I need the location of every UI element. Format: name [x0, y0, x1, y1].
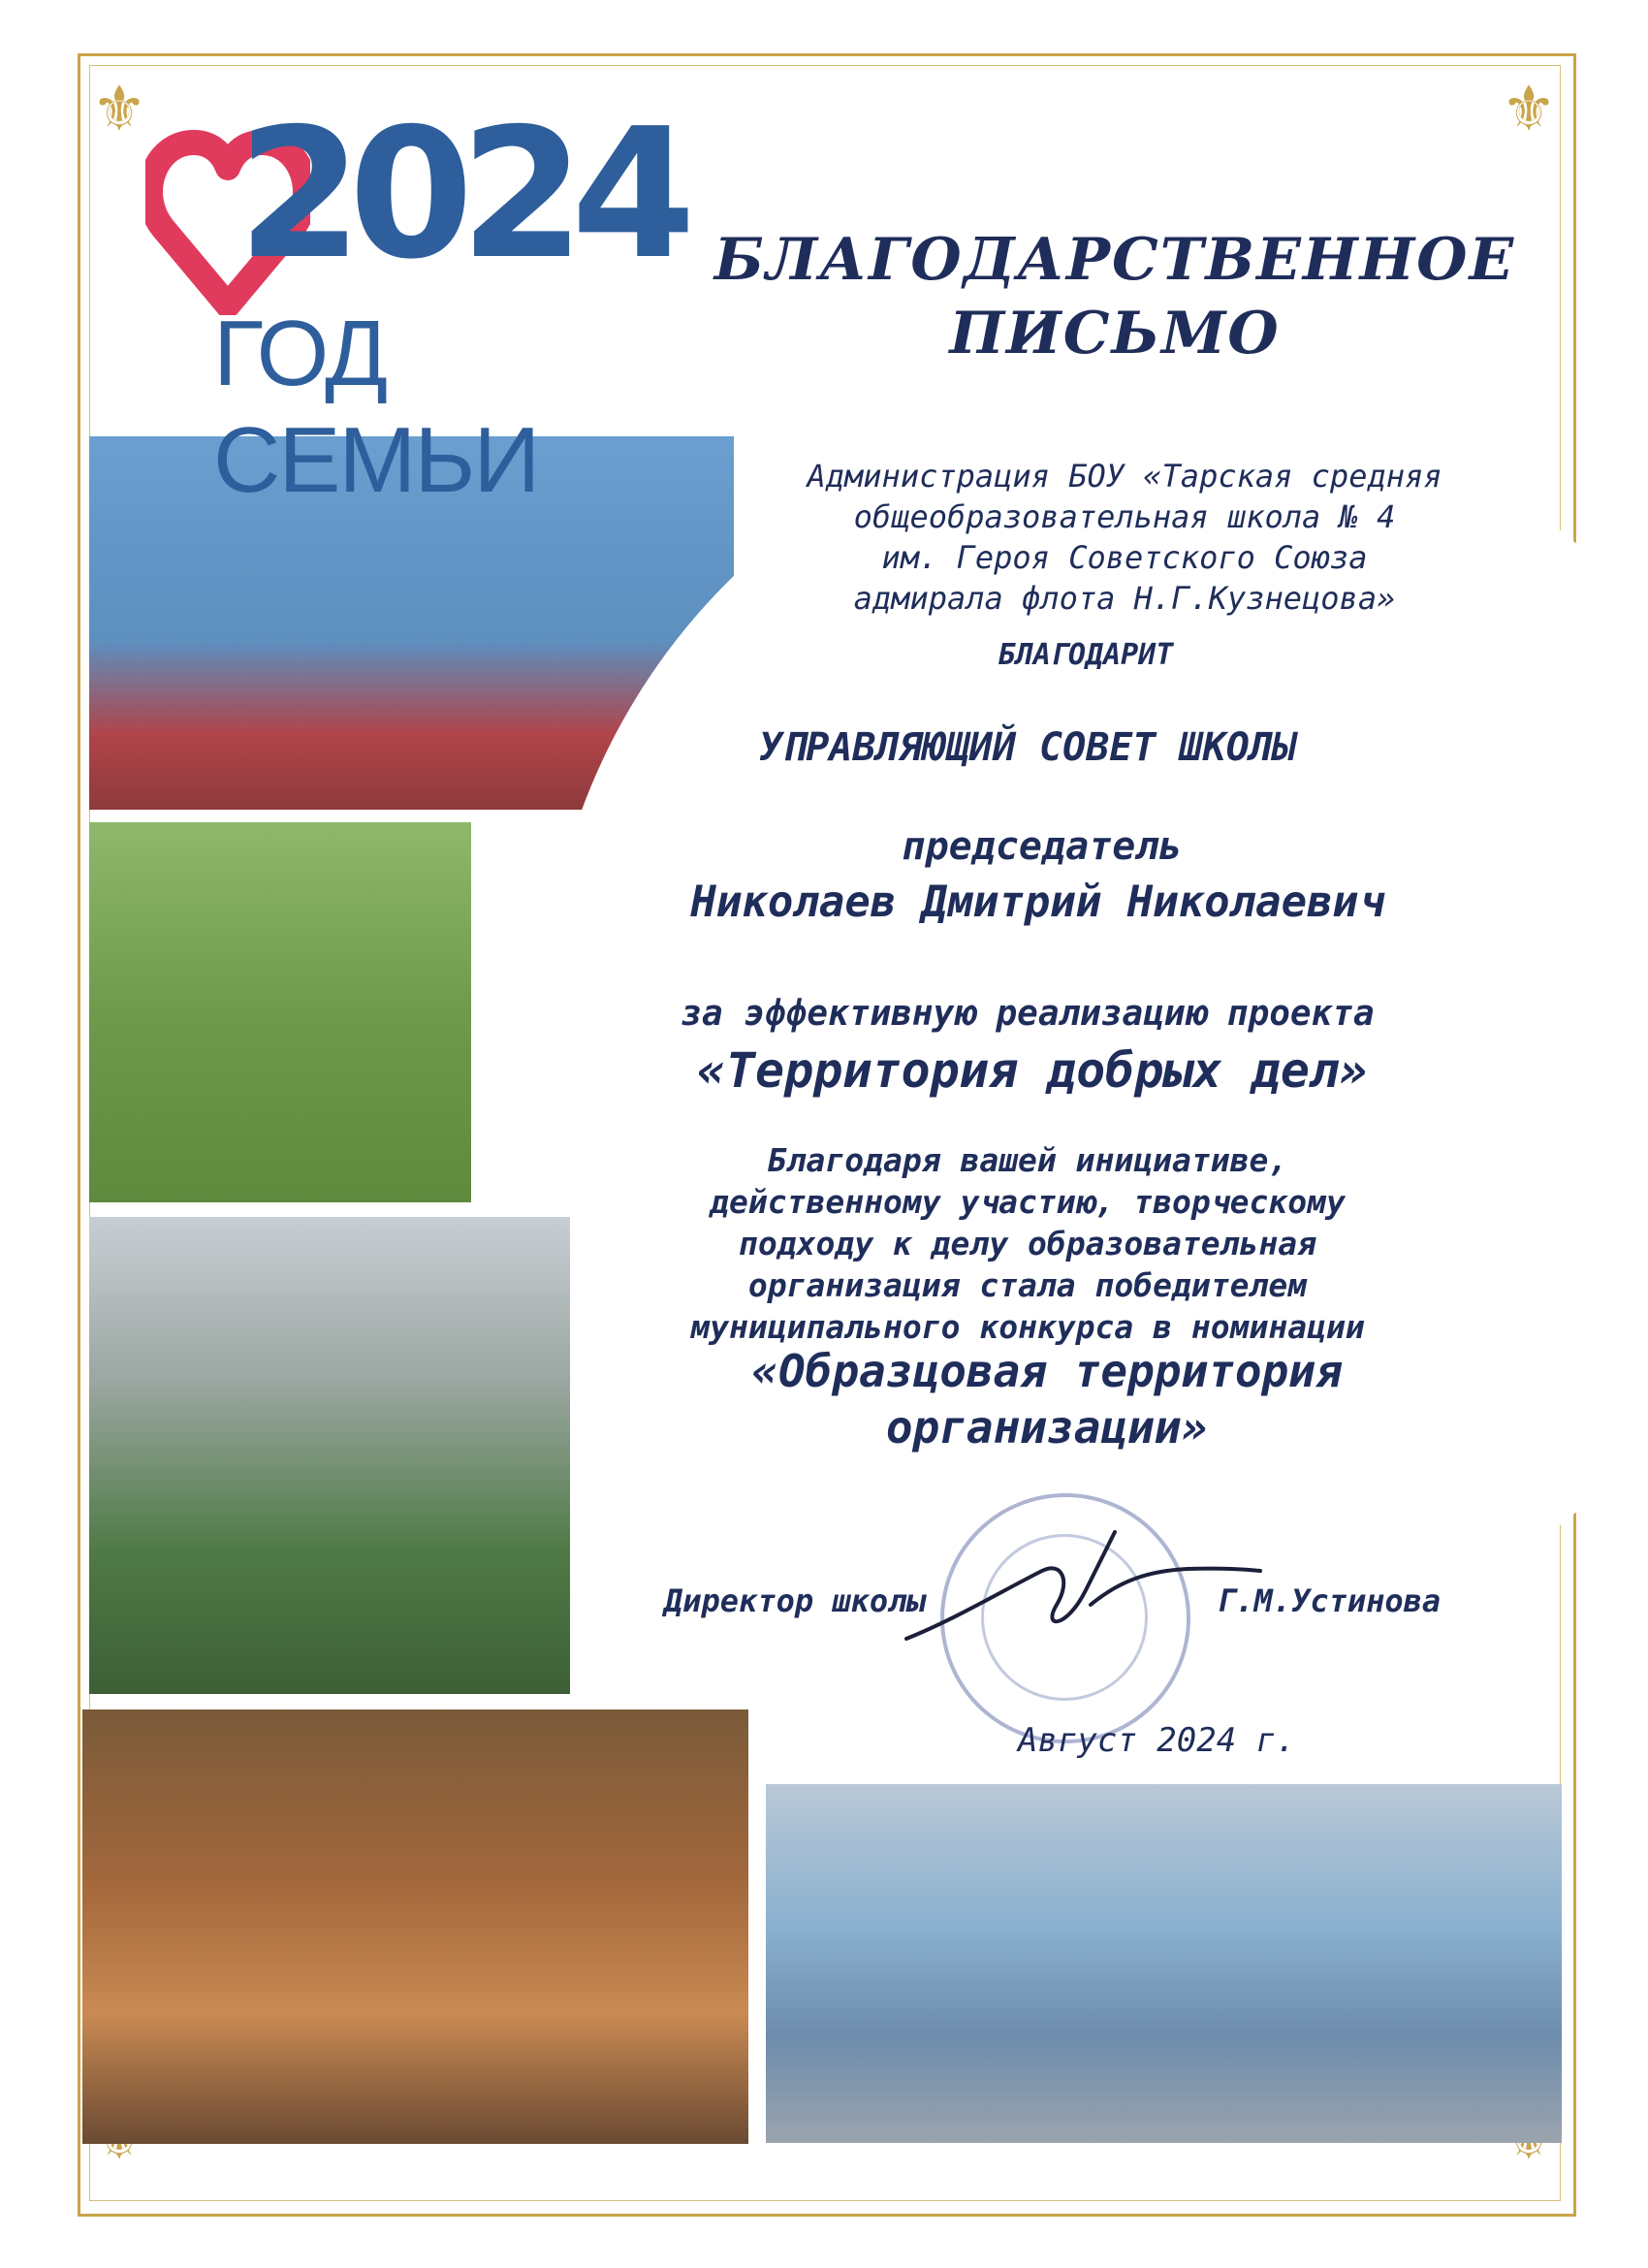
- nomination-line-2: организации»: [885, 1401, 1209, 1453]
- title-line-1: БЛАГОДАРСТВЕННОЕ: [713, 226, 1516, 294]
- fleur-de-lis-icon: ⚜: [1501, 74, 1557, 145]
- fleur-de-lis-icon: ⚜: [91, 74, 147, 145]
- thanks-verb: БЛАГОДАРИТ: [998, 638, 1174, 672]
- signature-position: Директор школы: [664, 1582, 926, 1619]
- photo-owl-figure-outdoor: [89, 822, 471, 1202]
- achievement-paragraph: [494, 1139, 1561, 1348]
- project-name: «Территория добрых дел»: [696, 1042, 1369, 1099]
- photo-stage-event: [82, 1709, 748, 2144]
- title-line-2: ПИСЬМО: [949, 300, 1281, 367]
- administration-text: [698, 456, 1551, 619]
- admin-line-4: адмирала флота Н.Г.Кузнецова»: [853, 580, 1396, 617]
- admin-line-3: им. Героя Советского Союза: [881, 539, 1368, 576]
- year-of-family-logo: [145, 89, 682, 512]
- signature-name: Г.М.Устинова: [1217, 1582, 1442, 1619]
- recipient-organization: УПРАВЛЯЮЩИЙ СОВЕТ ШКОЛЫ: [759, 725, 1296, 770]
- para-line-2: действенному участию, творческому: [710, 1183, 1346, 1221]
- director-signature: [897, 1513, 1265, 1668]
- admin-line-2: общеобразовательная школа № 4: [853, 498, 1396, 535]
- para-line-1: Благодаря вашей инициативе,: [767, 1141, 1288, 1179]
- recipient-name: Николаев Дмитрий Николаевич: [690, 878, 1384, 927]
- para-line-5: муниципального конкурса в номинации: [690, 1308, 1365, 1346]
- document-date: Август 2024 г.: [1018, 1721, 1296, 1760]
- logo-tagline: ГОД СЕМЬИ: [213, 302, 539, 512]
- logo-year: 2024: [238, 89, 682, 299]
- nomination-line-1: «Образцовая территория: [751, 1345, 1343, 1397]
- nomination-name: [543, 1343, 1551, 1455]
- para-line-3: подходу к делу образовательная: [738, 1225, 1317, 1262]
- document-title: [669, 223, 1561, 370]
- reason-text: за эффективную реализацию проекта: [681, 994, 1375, 1034]
- admin-line-1: Администрация БОУ «Тарская средняя: [807, 458, 1442, 495]
- recipient-role: председатель: [902, 824, 1183, 869]
- para-line-4: организация стала победителем: [747, 1266, 1308, 1304]
- photo-group-hall-flags: [766, 1784, 1562, 2143]
